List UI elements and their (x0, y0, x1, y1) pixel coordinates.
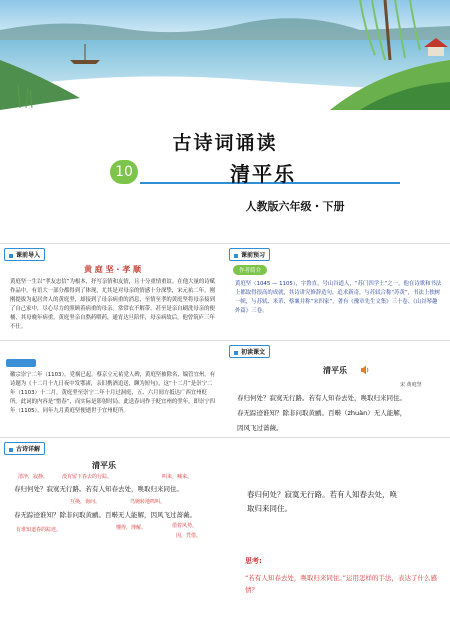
section-marker (6, 359, 36, 367)
preview-panel (225, 243, 450, 340)
poem-author: 宋 黄庭坚 (400, 382, 422, 388)
think-label: 思考: (245, 557, 262, 565)
poem-title: 清平乐 (92, 461, 116, 470)
lesson-number-badge: 10 (110, 160, 138, 184)
author-intro-pill: 作者简介 (233, 265, 267, 275)
annotation: 清净，寂静。 (18, 474, 49, 480)
background-body: 徽宗崇宁二年（1103），党祸已起。蔡京立元祐党人碑，黄庭坚被除名，编管宜州。有诗题为《十二月十九日夜中发鄂渚，亲旧携酒追送，聊为短句》，这“十二月”是崇宁二年（1103）十二月，黄庭坚至崇宁二年十月过洞庭，五、六月间方抵达广西宜州贬所。此词的内容是“惜春”，而实际是影射时局。此送春词作于贬宜州的翌年，即崇宁四年（1105），同年九月黄庭坚便逝世于宜州贬所。 (10, 372, 216, 414)
poem-line: 因风飞过蔷薇。 (237, 424, 283, 432)
detail-panel (0, 437, 225, 633)
intro-heading: 黄 庭 坚 · 孝 顺 (84, 265, 141, 274)
poem-line: 春无踪迹谁知？除非问取黄鹂。百啭无人能解，因风飞过蔷薇。 (14, 511, 196, 519)
annotation: 互换，询问。 (70, 499, 101, 505)
intro-panel (0, 243, 225, 340)
author-intro-body: 黄庭坚（1045 — 1105），字鲁直，号山谷道人，“苏门四学士”之一。他在诗歌和书法上都取得很高的成就，其诗讲究修辞造句，追求新奇，与苏轼合称“苏黄”，书法上独树一帜，与苏轼、米芾、蔡襄并称“宋四家”，著有《豫章先生文集》三十卷、《山谷琴趣外篇》三卷。 (235, 281, 442, 314)
annotation: 因，凭借。 (176, 533, 202, 539)
poem-line: 春归何处？寂寞无行路。若有人知春去处，唤取归来同住。 (14, 485, 183, 493)
section-tag: 古诗详解 (4, 442, 45, 455)
think-panel (225, 437, 450, 633)
annotation: 借着风势。 (172, 523, 198, 529)
poem-line: 春归何处？寂寞无行路。若有人知春去处，唤取归来同住。 (237, 394, 406, 402)
poem-line: 春无踪迹谁知？除非问取黄鹂。百啭（zhuàn）无人能解， (237, 409, 407, 417)
annotation: 鸟婉转地鸣叫。 (130, 499, 166, 505)
annotation: 没有留下春去的行踪。 (62, 474, 113, 480)
courseware-title: 古诗词诵读 (172, 132, 278, 154)
background-panel (0, 340, 225, 437)
intro-body: 黄庭坚一生以“孝友忠信”为根本，抒写亲情和友情，且十分重情重谊。在他大量的诗赋作品中，有语大一部分都得到了体现，尤其是对母亲的情感十分深挚，宋元祐二年，刚刚提拔为起居舍人的黄庭坚，却接到了母亲病重的消息，至情至孝的黄庭坚将母亲接到了自己家中，尽心尽力的照顾着病重的母亲。常常衣不解带，甚至是亲自刷洗母亲的便桶，其母晚年病重，黄庭坚亲自熬药喂药，通宵达旦陪伴，母亲病故后，他曾筑庐三年不仕。 (10, 279, 216, 330)
annotation: 有谁知道春的踪迹。 (16, 527, 62, 533)
section-tag: 初读课文 (229, 345, 270, 358)
think-question: “若有人知春去处，唤取归来同住。”运用怎样的手法，表达了什么感情？ (245, 574, 437, 594)
annotation: 叫来，喊来。 (162, 474, 193, 480)
first-read-panel (225, 340, 450, 437)
speaker-icon[interactable] (360, 365, 370, 375)
section-tag: 课前预习 (229, 248, 270, 261)
section-tag: 课前导入 (4, 248, 45, 261)
lake-landscape-illustration (0, 0, 450, 110)
annotation: 懂得，理解。 (116, 525, 147, 531)
lesson-header (110, 160, 400, 188)
poem-line: 取归来同住。 (247, 504, 292, 513)
poem-title: 清平乐 (323, 366, 347, 375)
poem-line: 春归何处？寂寞无行路。若有人知春去处，唤 (247, 490, 397, 499)
cover-slide (0, 0, 450, 243)
edition-label: 人教版六年级・下册 (245, 200, 345, 213)
lesson-title: 清平乐 (230, 162, 296, 186)
